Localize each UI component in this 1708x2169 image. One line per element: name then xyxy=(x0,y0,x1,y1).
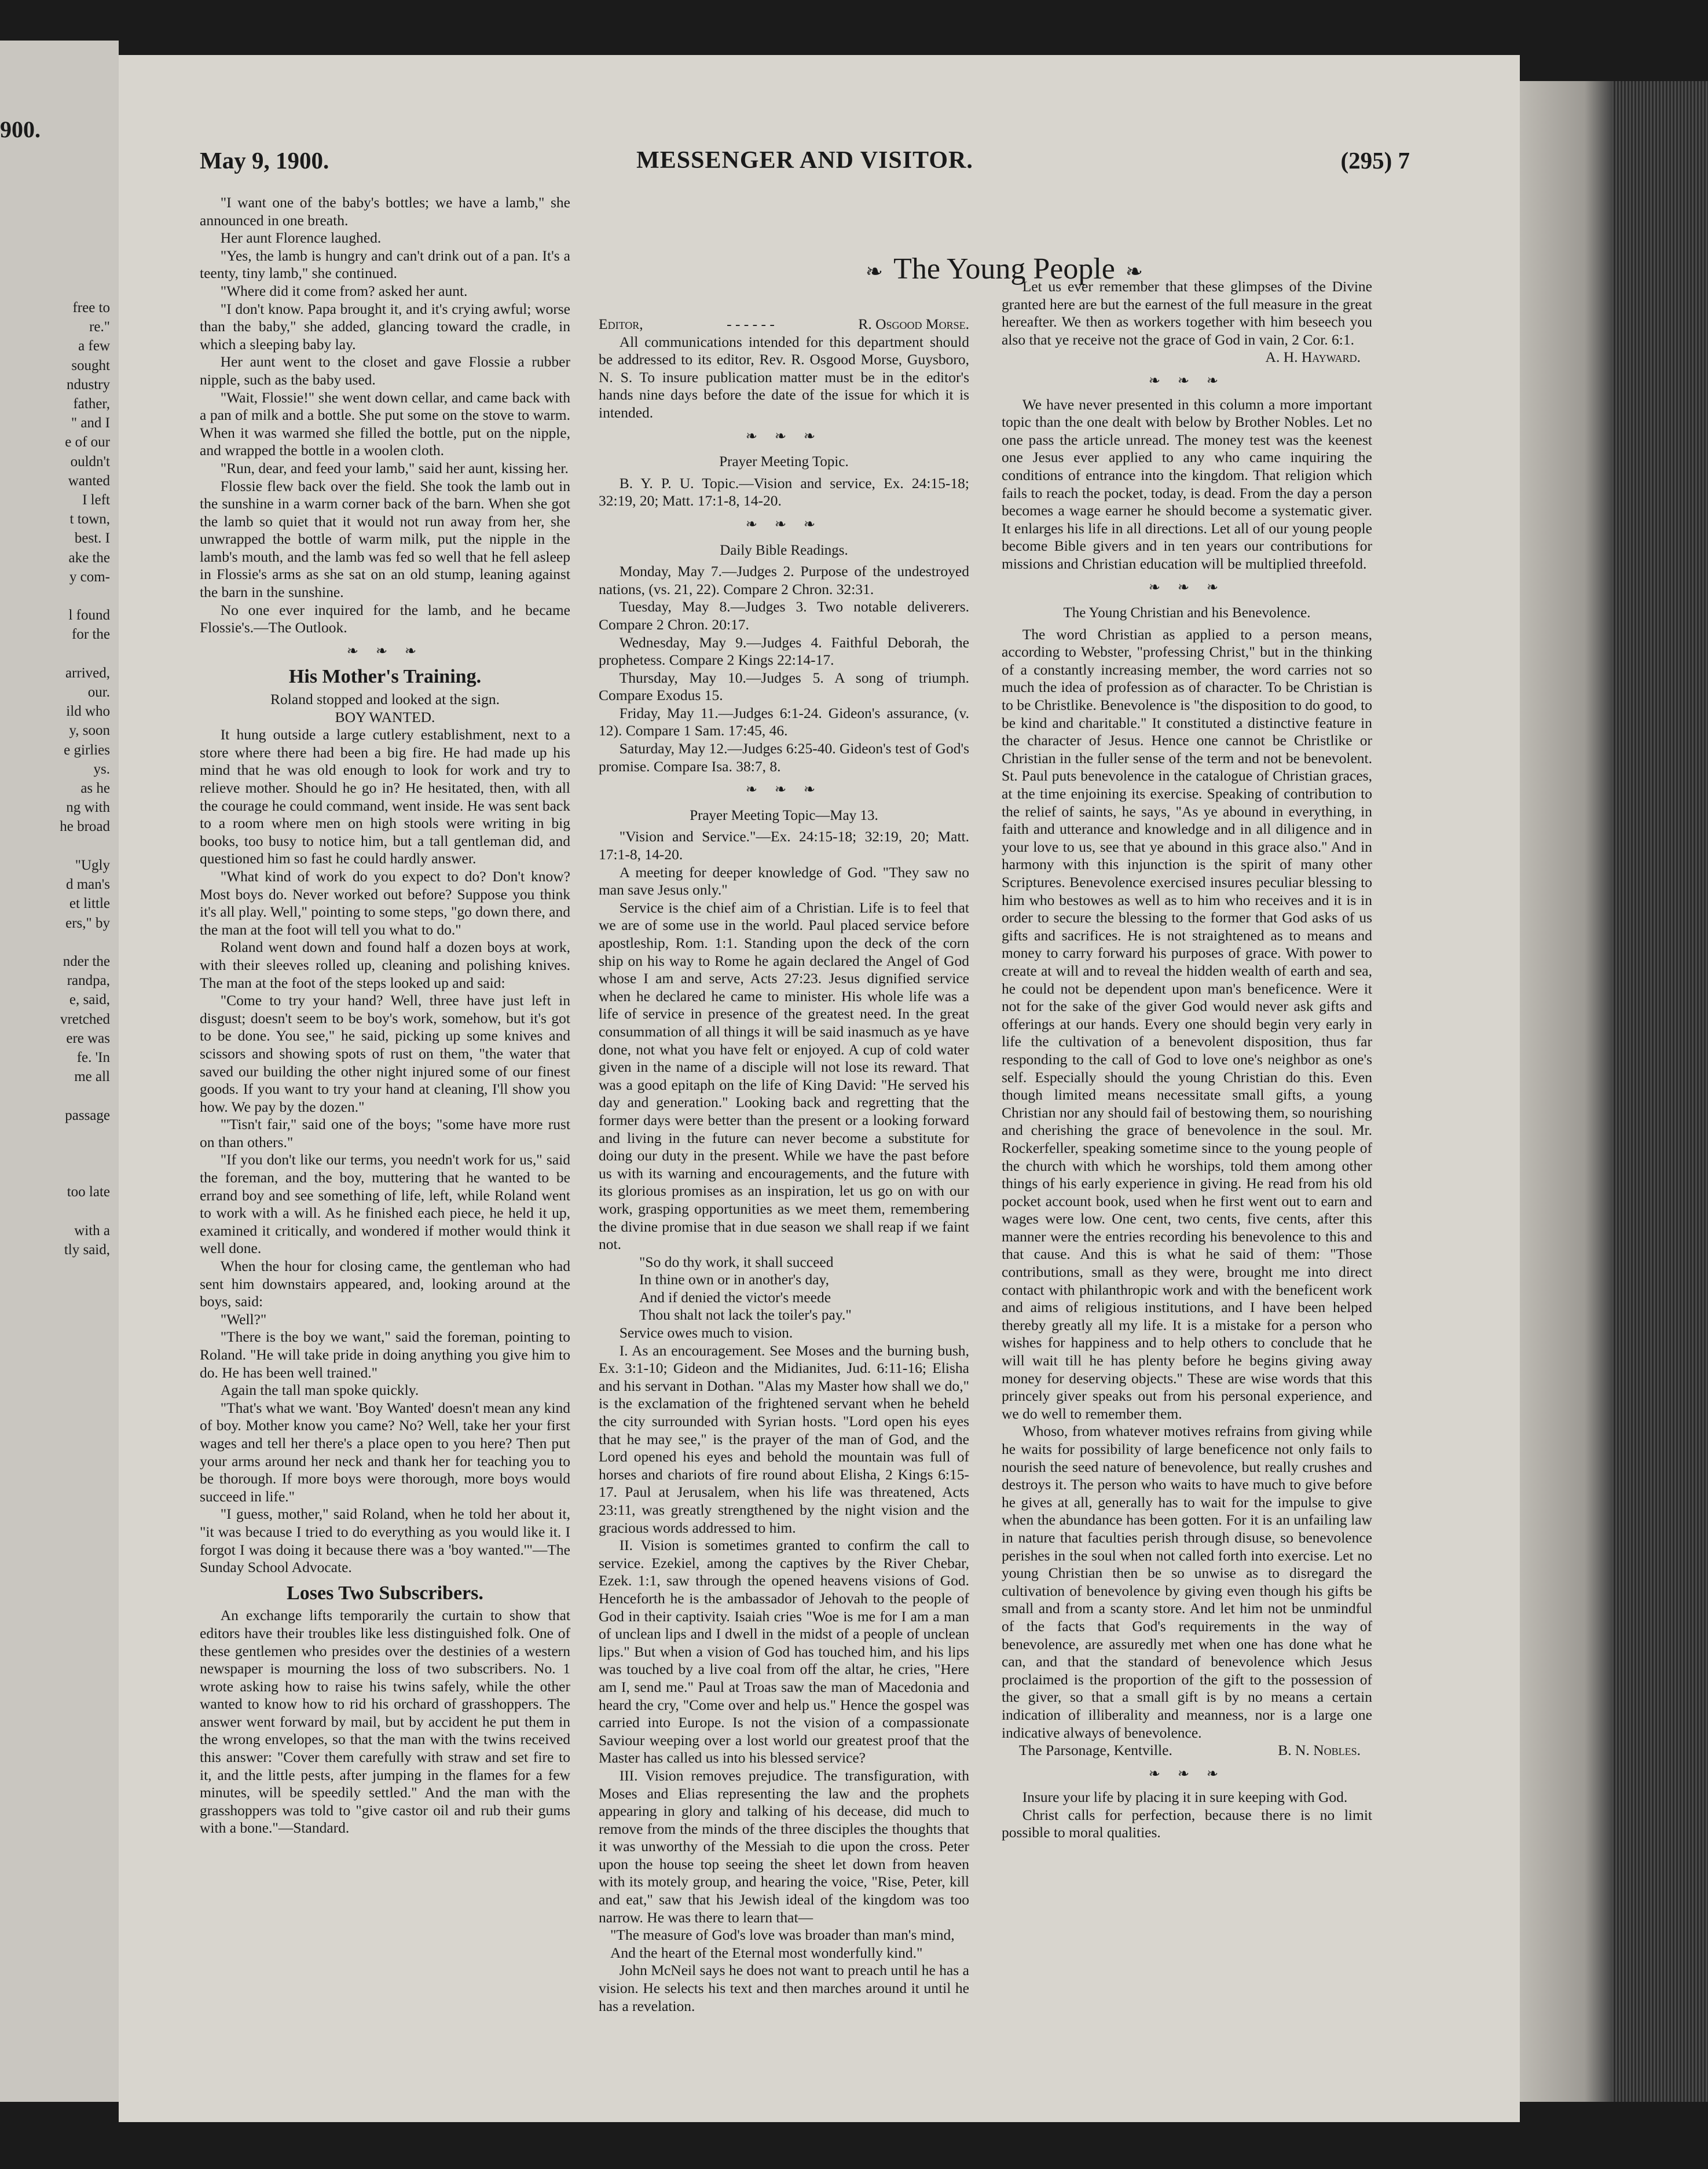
vision-body xyxy=(599,1324,969,1926)
fragment-line: sought xyxy=(71,357,110,373)
fragment-line: passage xyxy=(65,1107,110,1123)
paragraph: Flossie flew back over the field. She took the lamb out in the sunshine in a warm corner back of the barn. When she got the lamb so quiet that it would not run away from her, she unwrapped the bottle of warm milk, put the nipple in the lamb's mouth, and the lamb was fed so well that he fell asleep in Flossie's arms as she sat on an old stump, leaning against the barn in the sunshine. xyxy=(200,477,570,601)
fragment-line xyxy=(0,587,110,606)
fragment-line: wanted xyxy=(68,472,110,489)
paragraph: A meeting for deeper knowledge of God. "They saw no man save Jesus only." xyxy=(599,863,969,899)
fragment-line: y, soon xyxy=(69,723,110,739)
quote xyxy=(599,1926,969,1962)
paragraph: Whoso, from whatever motives refrains from giving while he waits for possibility of large beneficence not only fails to nourish the seed nature of benevolence, but really crushes and destroys it. The person who waits to have much to give before he gives at all, generally has to wait for the impulse to give when the abundance has been gotten. For it is an unfailing law in nature that faculties perish through disuse, so benevolence perishes in the soul when not called forth into exercise. Let no young Christian then be so unwise as to disregard the cultivation of benevolence by giving even though his gifts be small and from a scanty store. And let him not be unmindful of the facts that God's requirements in the way of benevolence, are assuredly met when one has done what he can, and that the standard of benevolence which Jesus proclaimed is the proportion of the gift to the possession of the giver, so that a small gift is by no means a certain indication of illiberality and meanness, nor is a large one indicative always of benevolence. xyxy=(1002,1423,1372,1741)
paragraph: "Wait, Flossie!" she went down cellar, and came back with a pan of milk and a bottle. She put some on the stove to warm. When it was warmed she filled the bottle, put on the nipple, and wrapped the bottle in a woolen cloth. xyxy=(200,389,570,459)
paragraph: Tuesday, May 8.—Judges 3. Two notable deliverers. Compare 2 Chron. 20:17. xyxy=(599,598,969,633)
sign-text: BOY WANTED. xyxy=(335,708,435,726)
fragment-line: as he xyxy=(80,781,110,797)
fragment-line: our. xyxy=(87,684,110,701)
paragraph: Her aunt Florence laughed. xyxy=(220,229,382,247)
paragraph: II. Vision is sometimes granted to confirm the call to service. Ezekiel, among the captives by the River Chebar, Ezek. 1:1, saw through the opened heavens visions of God. Henceforth he is the ambassador of Jehovah to the people of God in their captivity. Isaiah cries "Woe is me for I am a man of unclean lips and I dwell in the midst of a people of unclean lips." But when a vision of God has touched him, and his lips was touched by a live coal from off the altar, he cries, "Here am I, send me." Paul at Troas saw the man of Macedonia and heard the cry, "Come over and help us." Hence the gospel was carried into Europe. Is not the vision of a compassionate Saviour weeping over a lost world our greatest proof that the Master has called us into his blessed service? xyxy=(599,1537,969,1767)
fragment-line: " and I xyxy=(71,415,110,431)
running-head xyxy=(200,146,1410,181)
intro-paragraph: Let us ever remember that these glimpses of the Divine granted here are but the earnest of the full measure in the great hereafter. We then as workers together with him beseech you also that ye receive not the grace of God in vain, 2 Cor. 6:1. xyxy=(1002,278,1372,348)
closing-maxims xyxy=(1002,1789,1372,1842)
benevolence-body xyxy=(1002,626,1372,1742)
verse-line: And the heart of the Eternal most wonderfully kind." xyxy=(610,1944,923,1961)
paragraph: Thursday, May 10.—Judges 5. A song of triumph. Compare Exodus 15. xyxy=(599,669,969,704)
column-1 xyxy=(200,194,570,1837)
editor-note-benevolence: We have never presented in this column a more important topic than the one dealt with below by Brother Nobles. Let no one pass the article unread. The money test was the keenest one Jesus ever applied to any who came inquiring the conditions of entrance into the kingdom. That religion which fails to reach the pocket, today, is dead. From the day a person becomes a wage earner he should become a systematic giver. It enlarges his life in all directions. Let all of our young people become Bible givers and in ten years our contributions for missions and Christian education will be multiplied threefold. xyxy=(1002,395,1372,572)
paragraph: Insure your life by placing it in sure keeping with God. xyxy=(1022,1789,1348,1806)
ornament-separator: ❧ ❧ ❧ xyxy=(1148,373,1226,389)
may13-topic-title: Prayer Meeting Topic—May 13. xyxy=(690,807,878,823)
paragraph: I. As an encouragement. See Moses and the burning bush, Ex. 3:1-10; Gideon and the Midianites, Jud. 6:11-16; Elisha and his servant in Dothan. "Alas my Master how shall we do," is the exclamation of the frightened servant when he beheld the city surrounded with Syrian hosts. "Lord open his eyes that he may see," is the prayer of the man of God, and the Lord opened his eyes and behold the mountain was full of horses and chariots of fire round about Elisha, 2 Kings 6:15-17. Paul at Jerusalem, when his life was threatened, Acts 23:11, was greatly strengthened by the night vision and the gracious words addressed to him. xyxy=(599,1342,969,1536)
benevolence-title: The Young Christian and his Benevolence. xyxy=(1063,605,1311,621)
fragment-line: e girlies xyxy=(64,742,110,758)
fragment-line xyxy=(0,1086,110,1105)
paragraph: "What kind of work do you expect to do? Don't know? Most boys do. Never worked out before? Suppose you think it's all play. Well," pointing to some steps, "go down there, and the man at the foot will tell you what to do." xyxy=(200,867,570,938)
fragment-line: randpa, xyxy=(67,973,110,989)
editor-label: Editor, xyxy=(599,316,643,332)
book-page-edges xyxy=(1520,81,1708,2102)
ornament-separator: ❧ ❧ ❧ xyxy=(346,643,424,659)
paragraph: "Come to try your hand? Well, three have just left in disgust; doesn't seem to be boy's work, somehow, but it's got to be done. You see," he said, picking up some knives and scissors and showing spots of rust on them, "the water that saved our building the other night injured some of our finest goods. If you want to try your hand at cleaning, I'll show you how. We pay by the dozen." xyxy=(200,992,570,1115)
department-title: The Young People xyxy=(893,252,1115,285)
leaf-ornament-icon: ❧ xyxy=(1125,260,1143,283)
paragraph: "I guess, mother," said Roland, when he told her about it, "it was because I tried to do everything as you would like it. I forgot I was doing it because there was a 'boy wanted.'"—The Sunday School Advocate. xyxy=(200,1505,570,1576)
previous-page-fragment xyxy=(0,41,119,2102)
masthead-title: MESSENGER AND VISITOR. xyxy=(636,147,973,174)
newspaper-page xyxy=(119,55,1520,2122)
editor-dashes: - - - - - - xyxy=(727,316,775,332)
fragment-line xyxy=(0,1125,110,1144)
fragment-line: best. I xyxy=(74,530,110,547)
paragraph: "I want one of the baby's bottles; we have a lamb," she announced in one breath. xyxy=(200,194,570,229)
article-title-loses-subscribers: Loses Two Subscribers. xyxy=(287,1582,483,1604)
verse-line: Thou shalt not lack the toiler's pay." xyxy=(639,1306,852,1324)
paragraph: Christ calls for perfection, because there is no limit possible to moral qualities. xyxy=(1002,1806,1372,1841)
ornament-separator: ❧ ❧ ❧ xyxy=(1148,580,1226,595)
previous-page-header: 900. xyxy=(0,116,41,142)
fragment-line xyxy=(0,933,110,952)
fragment-line: father, xyxy=(73,396,110,412)
column-3 xyxy=(1002,278,1372,1842)
fragment-line: e of our xyxy=(65,434,110,450)
daily-readings-list xyxy=(599,563,969,775)
fragment-line: ndustry xyxy=(67,376,110,393)
ornament-separator: ❧ ❧ ❧ xyxy=(745,516,823,532)
paragraph: "Vision and Service."—Ex. 24:15-18; 32:19, 20; Matt. 17:1-8, 14-20. xyxy=(599,828,969,863)
fragment-line: ng with xyxy=(66,800,110,816)
prayer-topic-title: Prayer Meeting Topic. xyxy=(719,454,849,470)
fragment-line: nder the xyxy=(63,953,110,969)
fragment-line: for the xyxy=(72,626,110,643)
prayer-topic: B. Y. P. U. Topic.—Vision and service, Ex. 24:15-18; 32:19, 20; Matt. 17:1-8, 14-20. xyxy=(599,474,969,510)
fragment-line: too late xyxy=(67,1184,110,1200)
paragraph: "I don't know. Papa brought it, and it's crying awful; worse than the baby," she added, glancing toward the cradle, in which a sleeping baby lay. xyxy=(200,300,570,353)
fragment-line: ys. xyxy=(93,761,110,777)
verse-line: "The measure of God's love was broader than man's mind, xyxy=(610,1926,955,1944)
fragment-line: ouldn't xyxy=(70,453,110,470)
fragment-line: ers," by xyxy=(65,915,110,931)
may13-body xyxy=(599,828,969,1253)
verse-line: "So do thy work, it shall succeed xyxy=(639,1253,834,1270)
paragraph: The word Christian as applied to a person means, according to Webster, "professing Christ," but in the thinking of a constantly increasing member, the word carries not so much the idea of profession as of character. To be Christian is to be Christlike. Benevolence is "the disposition to do good, to be kind and charitable." It constituted a distinctive feature in the character of Jesus. Hence one cannot be Christlike or Christian in the fuller sense of the term and not be benevolent. St. Paul puts benevolence in the catalogue of Christian graces, at the time enjoining its exercise. Speaking of contribution to the relief of saints, he says, "As ye abound in everything, in faith and utterance and knowledge and in all diligence and in your love to us, see that ye abound in this grace also." And in harmony with this injunction is the spirit of many other Scriptures. Benevolence exercised insures peculiar blessing to him who bestowes as well as to him who receives and it is in order to secure the blessing to the former that God asks of us gifts and sacrifices. He is not straightened as to means and money to carry forward his purposes of grace. With power to create at will and to reveal the hidden wealth of earth and sea, he could not be dependent upon man's beneficence. Were it not for the sake of the giver God would never ask gifts and offerings at our hands. Every one should begin very early in life the cultivation of a benevolent disposition, thus far responding to the call of God to love one's neighbor as one's self. Especially should the young Christian do this. Even though limited means necessitate small gifts, a young Christian nor any should fail of bestowing them, so nourishing and cherishing the grace of benevolence in the soul. Mr. Rockerfeller, speaking sometime since to the young people of the church with which he worships, told them among other things of his early experience in giving. He read from his old pocket account book, used when he first went out to earn and wages were low. One cent, two cents, five cents, after this manner were the entries recording his benevolence to this and that cause. And this is what he said of them: "Those contributions, small as they were, brought me into direct contact with philanthropic work and with the beneficent work and aims of religious institutions, and I have been helped thereby greatly all my life. It is a mistake for a person who wishes for happiness and to help others to conclude that he will wait till he has plenty before he begins giving away money for deserving objects." These are wise words that this princely giver speaks out from his personal experience, and we do well to remember them. xyxy=(1002,625,1372,1422)
ornament-separator: ❧ ❧ ❧ xyxy=(745,782,823,798)
paragraph: No one ever inquired for the lamb, and he became Flossie's.—The Outlook. xyxy=(200,601,570,636)
paragraph: When the hour for closing came, the gentleman who had sent him downstairs appeared, and, looking around at the boys, said: xyxy=(200,1258,570,1310)
daily-readings-title: Daily Bible Readings. xyxy=(720,542,848,558)
fragment-line: re." xyxy=(89,319,110,335)
fragment-line xyxy=(0,837,110,856)
paragraph: It hung outside a large cutlery establishment, next to a store where there had been a big fire. He had made up his mind that he was old enough to look for work and try to relieve mother. Should he go in? He hesitated, then, with all the courage he could command, went inside. He was sent back to a room where men on high stools were writing in big books, too busy to notice him, but a tall gentleman did, and questioned him so fast he could hardly answer. xyxy=(200,726,570,867)
mothers-training-body xyxy=(200,726,570,1577)
fragment-line: ake the xyxy=(68,549,110,566)
fragment-line: fe. 'In xyxy=(76,1049,110,1065)
paragraph: "Where did it come from? asked her aunt. xyxy=(220,282,468,299)
fragment-line xyxy=(0,1144,110,1163)
fragment-line: with a xyxy=(74,1222,110,1239)
paragraph: An exchange lifts temporarily the curtain to show that editors have their troubles like less distinguished folk. One of these gentlemen who presides over the destinies of a western newspaper is mourning the loss of two subscribers. No. 1 wrote asking how to raise his twins safely, while the other wanted to know how to rid his orchard of grasshoppers. The answer went forward by mail, but by accident he put them in the wrong envelopes, so that the man with the twins received this answer: "Cover them carefully with straw and set fire to it, and the little pests, after jumping in the flames for a few minutes, will be speedily settled." And the man with the grasshoppers was told to "give castor oil and rub their gums with a bone."—Standard. xyxy=(200,1607,570,1837)
issue-date: May 9, 1900. xyxy=(200,147,329,174)
column-2 xyxy=(599,316,969,2015)
signature-line xyxy=(1002,1742,1372,1760)
paragraph: Friday, May 11.—Judges 6:1-24. Gideon's assurance, (v. 12). Compare 1 Sam. 17:45, 46. xyxy=(599,704,969,739)
paragraph: Wednesday, May 9.—Judges 4. Faithful Deborah, the prophetess. Compare 2 Kings 22:14-17. xyxy=(599,633,969,669)
paragraph: III. Vision removes prejudice. The transfiguration, with Moses and Elias representing the law and the prophets appearing in glory and talking of his decease, did much to remove from the minds of the three disciples the thoughts that it was unworthy of the Messiah to die upon the cross. Peter upon the house top seeing the sheet let down from heaven with its motely group, and hearing the voice, "Rise, Peter, kill and eat," saw that his Jewish ideal of the kingdom was too narrow. He was there to learn that— xyxy=(599,1767,969,1926)
paragraph: Service is the chief aim of a Christian. Life is to feel that we are of some use in the world. Paul placed service before apostleship, Rom. 1:1. Standing upon the deck of the corn ship on his way to Rome he again declared the Angel of God whose I am and serve, Acts 27:23. Jesus dignified service when he declared he came to minister. His whole life was a life of service in presence of the greatest need. In the great consummation of all things it will be said inasmuch as ye have done, not what you have felt or enjoyed. A cup of cold water given in the name of a disciple will not lose its reward. That was a good epitaph on the life of King David: "He served his day and generation." Looking back and regretting that the former days were better than the present or a looking forward and living in the future can never become a substitute for doing our duty in the present. While we have the past before us with its warning and encouragements, and the future with its glorious promises as an inspiration, let us go on with our work, grasping opportunities as we meet them, remembering the divine promise that in due season we shall reap if we faint not. xyxy=(599,899,969,1253)
lamb-story xyxy=(200,194,570,637)
editor-line xyxy=(599,316,969,334)
fragment-line: e, said, xyxy=(69,992,110,1008)
paragraph: Roland went down and found half a dozen boys at work, with their sleeves rolled up, cleaning and polishing knives. The man at the foot of the steps looked up and said: xyxy=(200,939,570,991)
fragment-line xyxy=(0,1163,110,1182)
fragment-line: ild who xyxy=(66,704,110,720)
fragment-line: he broad xyxy=(60,819,110,835)
signature-nobles: B. N. Nobles. xyxy=(1278,1742,1361,1759)
fragment-line: free to xyxy=(72,300,110,316)
paragraph: "If you don't like our terms, you needn't work for us," said the foreman, and the boy, muttering that he wanted to be errand boy and see something of life, left, while Roland went to work with a will. As he finished each piece, he held it up, examined it critically, and wondered if mother would think it well done. xyxy=(200,1151,570,1257)
editor-name: R. Osgood Morse. xyxy=(858,316,969,332)
ornament-separator: ❧ ❧ ❧ xyxy=(1148,1766,1226,1782)
fragment-line: d man's xyxy=(65,877,110,893)
paragraph: "'Tisn't fair," said one of the boys; "some have more rust on than others." xyxy=(200,1116,570,1151)
fragment-line: l found xyxy=(68,607,110,624)
paragraph: Her aunt went to the closet and gave Flossie a rubber nipple, such as the baby used. xyxy=(200,353,570,388)
article-intro: Roland stopped and looked at the sign. xyxy=(270,691,500,708)
fragment-line: "Ugly xyxy=(75,857,110,873)
verse-line: And if denied the victor's meede xyxy=(639,1288,831,1306)
fragment-line: arrived, xyxy=(65,665,110,681)
closing-paragraph: John McNeil says he does not want to preach until he has a vision. He selects his text and then marches around it until he has a revelation. xyxy=(599,1962,969,2014)
editor-note: All communications intended for this department should be addressed to its editor, Rev. R. Osgood Morse, Guysboro, N. S. To insure publication matter must be in the editor's hands nine days before the date of the issue for which it is intended. xyxy=(599,333,969,421)
paragraph: "That's what we want. 'Boy Wanted' doesn't mean any kind of boy. Mother know you came? No? Well, take her your first wages and tell her there's a place open to you here? Then put your arms around her neck and thank her for teaching you to be thorough. If more boys were thorough, more boys would succeed in life." xyxy=(200,1399,570,1505)
paragraph: Saturday, May 12.—Judges 6:25-40. Gideon's test of God's promise. Compare Isa. 38:7, 8. xyxy=(599,740,969,775)
fragment-line: ere was xyxy=(66,1030,110,1046)
paragraph: "Yes, the lamb is hungry and can't drink out of a pan. It's a teenty, tiny lamb," she continued. xyxy=(200,247,570,282)
fragment-line: t town, xyxy=(69,511,110,527)
page-number: (295) 7 xyxy=(1340,147,1410,174)
fragment-line: y com- xyxy=(69,569,110,585)
paragraph: Service owes much to vision. xyxy=(619,1324,793,1342)
leaf-ornament-icon: ❧ xyxy=(865,260,884,283)
paragraph: Monday, May 7.—Judges 2. Purpose of the undestroyed nations, (vs. 21, 22). Compare 2 Chron. 32:31. xyxy=(599,563,969,598)
fragment-line: vretched xyxy=(60,1011,110,1027)
paragraph: "Well?" xyxy=(220,1310,267,1328)
ornament-separator: ❧ ❧ ❧ xyxy=(745,428,823,444)
fragment-line: a few xyxy=(78,338,110,354)
article-title-mothers-training: His Mother's Training. xyxy=(288,666,482,688)
paragraph: Again the tall man spoke quickly. xyxy=(220,1382,419,1399)
loses-subscribers-body xyxy=(200,1607,570,1837)
fragment-line: et little xyxy=(69,896,110,912)
fragment-line: me all xyxy=(74,1069,110,1085)
fragment-line: I left xyxy=(82,492,110,508)
signature-hayward: A. H. Hayward. xyxy=(1265,349,1361,366)
paragraph: "Run, dear, and feed your lamb," said her aunt, kissing her. xyxy=(220,459,569,477)
verse-line: In thine own or in another's day, xyxy=(639,1271,829,1288)
parsonage: The Parsonage, Kentville. xyxy=(1019,1742,1172,1759)
fragment-line: tly said, xyxy=(64,1241,110,1258)
paragraph: "There is the boy we want," said the foreman, pointing to Roland. "He will take pride in doing anything you give him to do. He has been well trained." xyxy=(200,1328,570,1381)
poem xyxy=(599,1254,969,1324)
fragment-line xyxy=(0,1202,110,1221)
previous-page-text xyxy=(0,298,110,1259)
fragment-line xyxy=(0,644,110,664)
